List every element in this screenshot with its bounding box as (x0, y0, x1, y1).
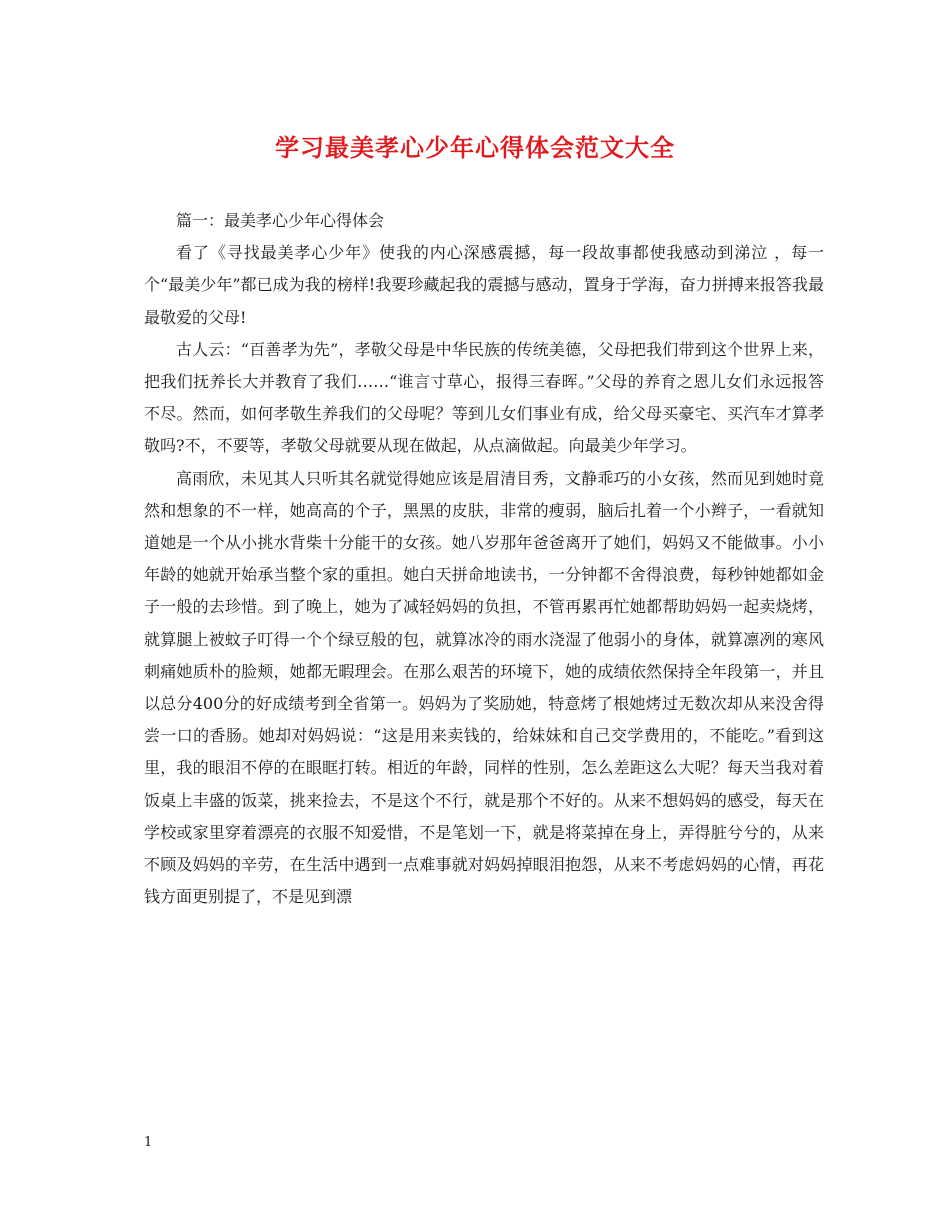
document-body (144, 205, 824, 913)
page-number: 1 (144, 1135, 153, 1150)
paragraph: 看了《寻找最美孝心少年》使我的内心深感震撼，每一段故事都使我感动到涕泣 ，每一个“最美少年”都已成为我的榜样!我要珍藏起我的震撼与感动，置身于学海，奋力拼搏来报答我最最敬爱的父母! (144, 243, 824, 327)
document-title: 学习最美孝心少年心得体会范文大全 (275, 133, 675, 162)
section-heading: 篇一：最美孝心少年心得体会 (176, 211, 385, 230)
paragraph: 高雨欣，未见其人只听其名就觉得她应该是眉清目秀，文静乖巧的小女孩，然而见到她时竟然和想象的不一样，她高高的个子，黑黑的皮肤，非常的瘦弱，脑后扎着一个小辫子，一看就知道她是一个从小挑水背柴十分能干的女孩。她八岁那年爸爸离开了她们，妈妈又不能做事。小小年龄的她就开始承当整个家的重担。她白天拼命地读书，一分钟都不舍得浪费，每秒钟她都如金子一般的去珍惜。到了晚上，她为了减轻妈妈的负担，不管再累再忙她都帮助妈妈一起卖烧烤，就算腿上被蚊子叮得一个个绿豆般的包，就算冰冷的雨水浇湿了他弱小的身体，就算凛冽的寒风刺痛她质朴的脸颊，她都无暇理会。在那么艰苦的环境下，她的成绩依然保持全年段第一，并且以总分400分的好成绩考到全省第一。妈妈为了奖励她，特意烤了根她烤过无数次却从来没舍得尝一口的香肠。她却对妈妈说：“这是用来卖钱的，给妹妹和自己交学费用的，不能吃。”看到这里，我的眼泪不停的在眼眶打转。相近的年龄，同样的性别，怎么差距这么大呢？每天当我对着饭桌上丰盛的饭菜，挑来捡去，不是这个不行，就是那个不好的。从来不想妈妈的感受，每天在学校或家里穿着漂亮的衣服不知爱惜，不是笔划一下，就是将菜掉在身上，弄得脏兮兮的，从来不顾及妈妈的辛劳，在生活中遇到一点难事就对妈妈掉眼泪抱怨，从来不考虑妈妈的心情，再花钱方面更别提了，不是见到漂 (144, 468, 824, 907)
paragraph: 古人云：“百善孝为先”，孝敬父母是中华民族的传统美德，父母把我们带到这个世界上来，把我们抚养长大并教育了我们……“谁言寸草心，报得三春晖。”父母的养育之恩儿女们永远报答不尽。然而，如何孝敬生养我们的父母呢？等到儿女们事业有成，给父母买豪宅、买汽车才算孝敬吗?不，不要等，孝敬父母就要从现在做起，从点滴做起。向最美少年学习。 (144, 339, 824, 456)
